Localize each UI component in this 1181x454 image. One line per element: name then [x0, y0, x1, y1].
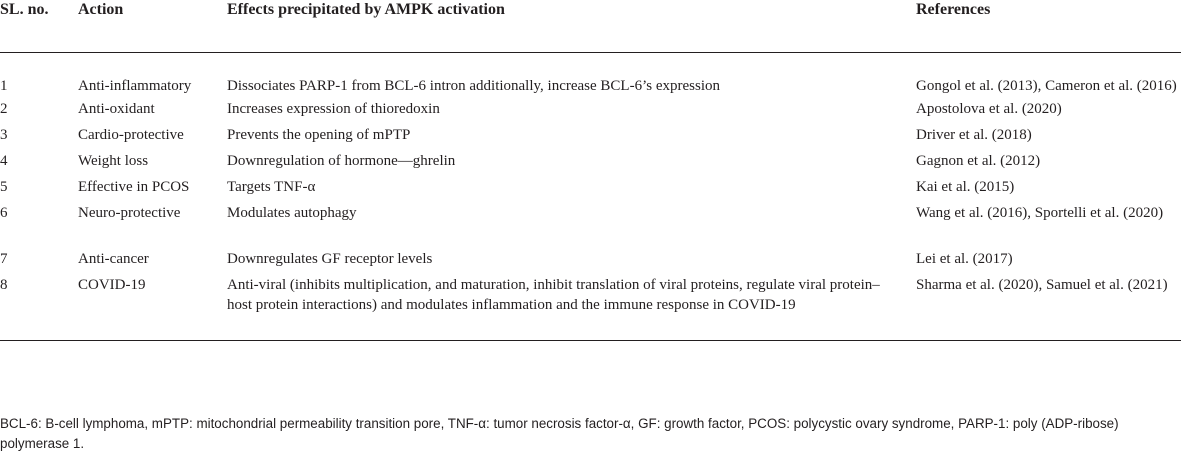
cell-effect: Anti-viral (inhibits multiplication, and maturation, inhibit translation of viral proteins, regulate viral protein–host protein interactions) and modulates inflammation and the immune response in COVID-19 — [221, 275, 910, 341]
header-references: References — [910, 0, 1181, 53]
cell-effect: Dissociates PARP-1 from BCL-6 intron additionally, increase BCL-6’s expression — [227, 78, 721, 94]
table-header-row — [0, 0, 1181, 53]
cell-effect: Targets TNF-α — [227, 178, 316, 195]
cell-sl: 2 — [0, 100, 8, 117]
cell-effect: Increases expression of thioredoxin — [227, 100, 440, 117]
header-action: Action — [72, 0, 221, 53]
cell-effect: Downregulates GF receptor levels — [227, 250, 433, 267]
cell-sl: 1 — [0, 78, 8, 94]
cell-sl: 4 — [0, 152, 8, 169]
table-row — [0, 151, 1181, 177]
cell-action: Weight loss — [78, 152, 149, 169]
cell-refs: Gagnon et al. (2012) — [916, 152, 1041, 169]
cell-sl: 3 — [0, 126, 8, 143]
cell-action: Neuro-protective — [78, 204, 181, 221]
cell-action: Cardio-protective — [78, 126, 184, 143]
table-row — [0, 99, 1181, 125]
table-row — [0, 203, 1181, 249]
cell-refs: Lei et al. (2017) — [916, 250, 1013, 267]
cell-refs: Kai et al. (2015) — [916, 178, 1015, 195]
cell-refs: Apostolova et al. (2020) — [916, 100, 1062, 117]
cell-refs: Wang et al. (2016), Sportelli et al. (2020) — [916, 204, 1164, 221]
cell-effect: Modulates autophagy — [227, 204, 357, 221]
header-sl-no: SL. no. — [0, 0, 72, 53]
table-footnote: BCL-6: B-cell lymphoma, mPTP: mitochondrial permeability transition pore, TNF-α: tumor necrosis factor-α, GF: growth factor, PCOS: polycystic ovary syndrome, PARP-1: poly (ADP-ribose) polymerase 1. — [0, 416, 1119, 451]
cell-action: Anti-cancer — [78, 250, 149, 267]
cell-refs: Gongol et al. (2013), Cameron et al. (2016) — [916, 78, 1177, 94]
table-row — [0, 125, 1181, 151]
table-row — [0, 53, 1181, 99]
cell-refs: Driver et al. (2018) — [916, 126, 1032, 143]
cell-sl: 5 — [0, 178, 8, 195]
cell-sl: 6 — [0, 204, 8, 221]
cell-effect: Downregulation of hormone—ghrelin — [227, 152, 456, 169]
cell-action: Anti-oxidant — [78, 100, 155, 117]
cell-action: Anti-inflammatory — [78, 78, 192, 94]
table-row — [0, 275, 1181, 341]
header-effects: Effects precipitated by AMPK activation — [221, 0, 910, 53]
table-row — [0, 177, 1181, 203]
cell-refs: Sharma et al. (2020), Samuel et al. (2021) — [910, 275, 1181, 341]
cell-action: COVID-19 — [72, 275, 221, 341]
cell-sl: 7 — [0, 250, 8, 267]
table-row — [0, 249, 1181, 275]
cell-effect: Prevents the opening of mPTP — [227, 126, 411, 143]
cell-sl: 8 — [0, 275, 72, 341]
cell-action: Effective in PCOS — [78, 178, 190, 195]
